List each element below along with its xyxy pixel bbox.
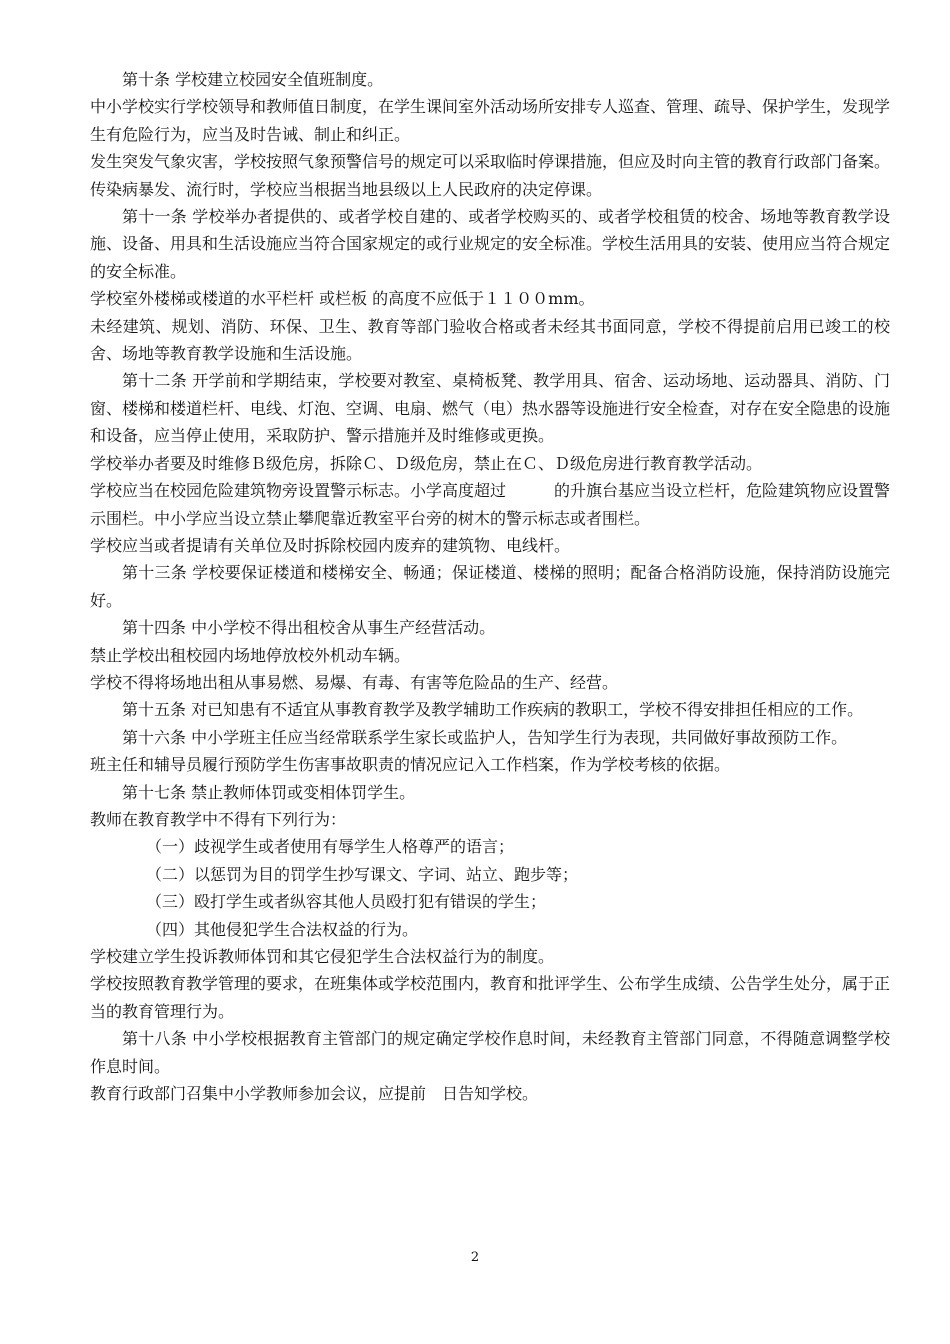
paragraph-article-14: 第十四条 中小学校不得出租校舍从事生产经营活动。 [122,618,496,638]
paragraph-article-10: 第十条 学校建立校园安全值班制度。 [122,70,384,89]
list-item: （三）殴打学生或者纵容其他人员殴打犯有错误的学生； [146,892,547,912]
paragraph-article-15: 第十五条 对已知患有不适宜从事教育教学及教学辅助工作疾病的教职工，学校不得安排担任相应的工作。 [122,700,864,720]
paragraph: 学校举办者要及时维修Ｂ级危房，拆除Ｃ、Ｄ级危房，禁止在Ｃ、Ｄ级危房进行教育教学活动。 [90,453,763,473]
paragraph-article-17: 第十七条 禁止教师体罚或变相体罚学生。 [122,782,416,802]
list-item: （二）以惩罚为目的罚学生抄写课文、字词、站立、跑步等； [146,864,579,884]
paragraph: 禁止学校出租校园内场地停放校外机动车辆。 [90,645,411,665]
paragraph-article-18: 第十八条 中小学校根据教育主管部门的规定确定学校作息时间，未经教育主管部门同意，不得随意调整学校作息时间。 [90,1029,890,1076]
paragraph: 学校不得将场地出租从事易燃、易爆、有毒、有害等危险品的生产、经营。 [90,672,619,692]
document-body [90,66,890,1107]
paragraph-article-11: 第十一条 学校举办者提供的、或者学校自建的、或者学校购买的、或者学校租赁的校舍、场地等教育教学设施、设备、用具和生活设施应当符合国家规定的或行业规定的安全标准。学校生活用具的安装、使用应当符合规定的安全标准。 [90,207,891,281]
paragraph: 发生突发气象灾害，学校按照气象预警信号的规定可以采取临时停课措施，但应及时向主管的教育行政部门备案。传染病暴发、流行时，学校应当根据当地县级以上人民政府的决定停课。 [90,152,891,199]
list-item: （一）歧视学生或者使用有辱学生人格尊严的语言； [146,837,515,857]
paragraph: 学校按照教育教学管理的要求，在班集体或学校范围内，教育和批评学生、公布学生成绩、公告学生处分，属于正当的教育管理行为。 [90,974,891,1021]
list-item: （四）其他侵犯学生合法权益的行为。 [146,919,419,939]
paragraph: 学校应当在校园危险建筑物旁设置警示标志。小学高度超过 的升旗台基应当设立栏杆，危险建筑物应设置警示围栏。中小学应当设立禁止攀爬靠近教室平台旁的树木的警示标志或者围栏。 [90,481,891,528]
paragraph-article-13: 第十三条 学校要保证楼道和楼梯安全、畅通；保证楼道、楼梯的照明；配备合格消防设施，保持消防设施完好。 [90,563,890,610]
paragraph: 教师在教育教学中不得有下列行为： [90,809,347,829]
paragraph: 学校建立学生投诉教师体罚和其它侵犯学生合法权益行为的制度。 [90,947,555,966]
paragraph: 学校室外楼梯或楼道的水平栏杆 或栏板 的高度不应低于１１００mm。 [90,289,595,309]
paragraph: 中小学校实行学校领导和教师值日制度，在学生课间室外活动场所安排专人巡查、管理、疏导、保护学生，发现学生有危险行为，应当及时告诫、制止和纠正。 [90,97,891,144]
page-number: 2 [470,1250,480,1265]
paragraph-article-12: 第十二条 开学前和学期结束，学校要对教室、桌椅板凳、教学用具、宿舍、运动场地、运动器具、消防、门窗、楼梯和楼道栏杆、电线、灯泡、空调、电扇、燃气（电）热水器等设施进行安全检查，对存在安全隐患的设施和设备，应当停止使用，采取防护、警示措施并及时维修或更换。 [90,371,891,446]
paragraph: 教育行政部门召集中小学教师参加会议，应提前 日告知学校。 [90,1084,539,1104]
paragraph: 班主任和辅导员履行预防学生伤害事故职责的情况应记入工作档案，作为学校考核的依据。 [90,755,731,775]
paragraph: 学校应当或者提请有关单位及时拆除校园内废弃的建筑物、电线杆。 [90,535,571,555]
paragraph: 未经建筑、规划、消防、环保、卫生、教育等部门验收合格或者未经其书面同意，学校不得提前启用已竣工的校舍、场地等教育教学设施和生活设施。 [90,316,890,364]
paragraph-article-16: 第十六条 中小学班主任应当经常联系学生家长或监护人，告知学生行为表现，共同做好事故预防工作。 [122,727,848,747]
